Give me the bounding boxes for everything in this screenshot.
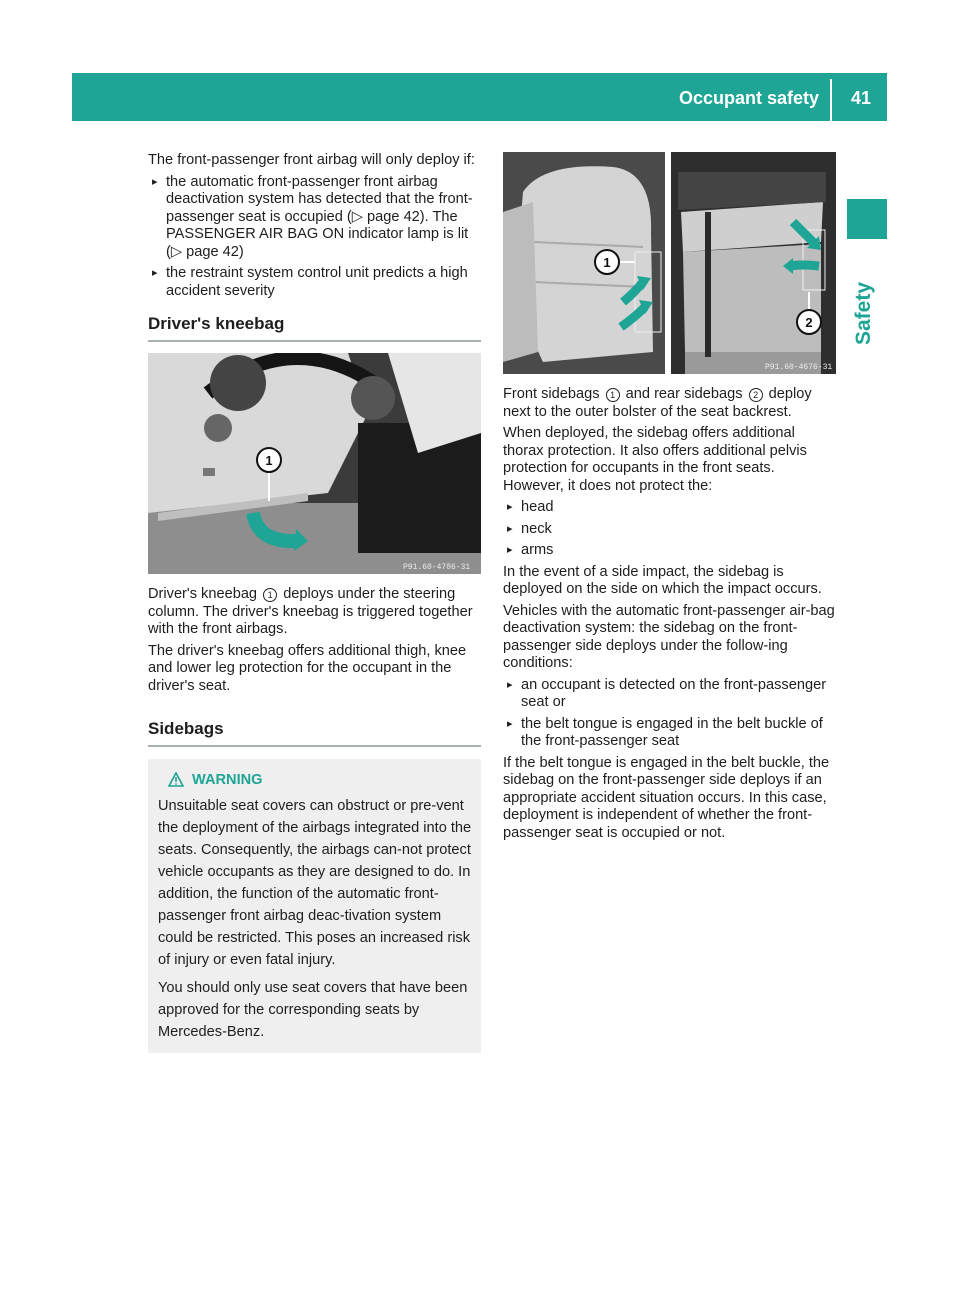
image-code: P91.60-4676-31 (765, 363, 833, 372)
text-span: deploy next to the outer bolster of the seat backrest. (503, 386, 812, 420)
image-code: P91.60-4706-31 (403, 563, 471, 572)
text-span: and rear sidebags (625, 386, 743, 402)
callout-marker-1: 1 (263, 588, 277, 602)
list-item: ▸ the restraint system control unit predicts a high accident severity (148, 265, 481, 300)
text-span: Front sidebags (503, 386, 600, 402)
sidebags-paragraph-2: When deployed, the sidebag offers additional thorax protection. It also offers additional pelvis protection for occupants in the front seats. However, it does not protect the: (503, 425, 807, 494)
sidebags-paragraph-1 (503, 386, 836, 421)
image-callout-1: 1 (603, 255, 611, 270)
callout-marker-2: 2 (749, 388, 763, 402)
kneebag-paragraph-1 (148, 586, 481, 639)
text-span: deploys under the steering column. The driver's kneebag is triggered together with the front airbags. (148, 586, 473, 637)
warning-header (158, 769, 473, 791)
warning-paragraph-2: You should only use seat covers that have been approved for the corresponding seats by Mercedes-Benz. (158, 980, 468, 1040)
warning-title: WARNING (192, 772, 263, 788)
side-tab-label: Safety (852, 281, 875, 345)
callout-marker-1: 1 (606, 388, 620, 402)
kneebag-paragraph-2: The driver's kneebag offers additional thigh, knee and lower leg protection for the occupant in the driver's seat. (148, 642, 467, 694)
list-item: ▸ head (503, 499, 836, 517)
section-title: Occupant safety (678, 88, 819, 108)
not-protected-list (503, 499, 836, 560)
kneebag-heading: Driver's kneebag (148, 314, 481, 342)
header-divider (830, 79, 832, 121)
image-callout-1: 1 (265, 453, 273, 468)
intro-paragraph: The front-passenger front airbag will only deploy if: (148, 152, 475, 168)
sidebags-paragraph-3: In the event of a side impact, the sidebag is deployed on the side on which the impact occurs. (503, 563, 822, 597)
sidebags-paragraph-4: Vehicles with the automatic front-passenger air-bag deactivation system: the sidebag on the front-passenger side deploys under the follow-ing conditions: (503, 602, 835, 671)
right-column (503, 152, 836, 846)
image-callout-2: 2 (805, 315, 813, 330)
list-item: ▸ an occupant is detected on the front-passenger seat or (503, 677, 836, 712)
text-span: Driver's kneebag (148, 586, 258, 602)
page-header (72, 73, 887, 121)
sidebags-paragraph-5: If the belt tongue is engaged in the belt buckle, the sidebag on the front-passenger side deploys if an appropriate accident situation occurs. In this case, deployment is independent of whether the front-passenger seat is occupied or not. (503, 754, 830, 841)
left-column (148, 152, 481, 1053)
list-item: ▸ arms (503, 542, 836, 560)
list-item: ▸ the belt tongue is engaged in the belt buckle of the front-passenger seat (503, 716, 836, 751)
list-item: ▸ the automatic front-passenger front airbag deactivation system has detected that the front-passenger seat is occupied (▷ page 42). The PASSENGER AIR BAG ON indicator lamp is lit (▷ page 42) (148, 174, 481, 262)
sidebags-photo (503, 152, 836, 374)
deploy-conditions-list (503, 677, 836, 751)
side-tab-marker (847, 199, 887, 239)
warning-paragraph-1: Unsuitable seat covers can obstruct or pre-vent the deployment of the airbags integrated into the seats. Consequently, the airbags can-not protect vehicle occupants as they are designed to do. In addition, the function of the automatic front-passenger front airbag deac-tivation system could be restricted. This poses an increased risk of injury or even fatal injury. (158, 798, 472, 968)
list-item: ▸ neck (503, 521, 836, 539)
sidebags-heading: Sidebags (148, 719, 481, 747)
page-number: 41 (850, 88, 871, 108)
kneebag-photo (148, 353, 481, 574)
warning-box (148, 759, 481, 1053)
airbag-conditions-list (148, 174, 481, 301)
warning-triangle-icon (168, 772, 184, 787)
